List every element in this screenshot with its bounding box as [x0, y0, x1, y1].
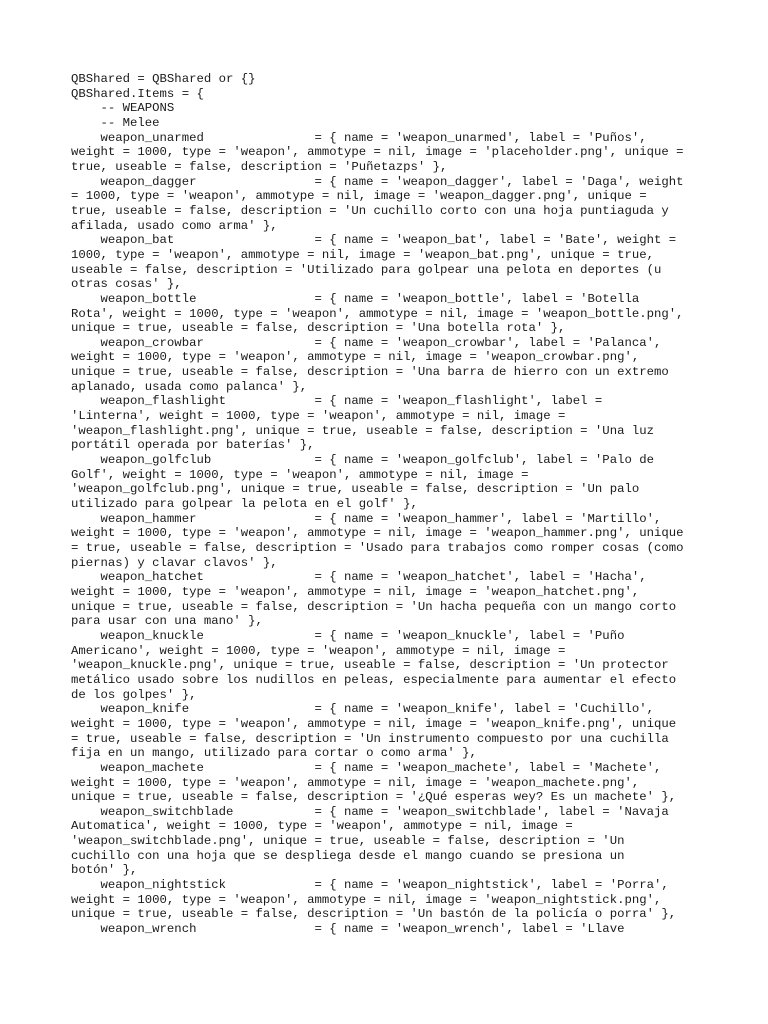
code-line: unique = true, useable = false, description = '¿Qué esperas wey? Es un machete' },: [71, 790, 677, 805]
code-line: weight = 1000, type = 'weapon', ammotype = nil, image = 'weapon_hatchet.png',: [71, 584, 640, 599]
code-line: utilizado para golpear la pelota en el golf' },: [71, 497, 418, 512]
code-line: fija en un mango, utilizado para cortar o como arma' },: [71, 746, 477, 761]
code-listing: [71, 72, 699, 937]
code-line: weapon_knuckle = { name = 'weapon_knuckle', label = 'Puño: [71, 628, 625, 643]
code-line: = true, useable = false, description = 'Un instrumento compuesto por una cuchilla: [71, 731, 669, 746]
code-line: weight = 1000, type = 'weapon', ammotype = nil, image = 'weapon_knife.png', unique: [71, 716, 677, 731]
code-line: otras cosas' },: [71, 277, 182, 292]
code-line: 1000, type = 'weapon', ammotype = nil, image = 'weapon_bat.png', unique = true,: [71, 247, 654, 262]
code-line: 'weapon_flashlight.png', unique = true, useable = false, description = 'Una luz: [71, 423, 654, 438]
code-line: de los golpes' },: [71, 687, 197, 702]
code-line: weapon_bottle = { name = 'weapon_bottle', label = 'Botella: [71, 291, 640, 306]
code-line: true, useable = false, description = 'Un cuchillo corto con una hoja puntiaguda y: [71, 203, 669, 218]
code-line: weapon_hatchet = { name = 'weapon_hatchet', label = 'Hacha',: [71, 570, 647, 585]
code-line: weapon_bat = { name = 'weapon_bat', label = 'Bate', weight =: [71, 233, 677, 248]
code-line: Rota', weight = 1000, type = 'weapon', ammotype = nil, image = 'weapon_bottle.png',: [71, 306, 684, 321]
code-line: useable = false, description = 'Utilizado para golpear una pelota en deportes (u: [71, 262, 662, 277]
code-line: 'weapon_knuckle.png', unique = true, useable = false, description = 'Un protector: [71, 658, 669, 673]
code-line: QBShared.Items = {: [71, 86, 204, 101]
code-line: weapon_crowbar = { name = 'weapon_crowbar', label = 'Palanca',: [71, 335, 662, 350]
code-line: aplanado, usada como palanca' },: [71, 379, 308, 394]
code-line: para usar con una mano' },: [71, 614, 263, 629]
code-line: unique = true, useable = false, description = 'Una botella rota' },: [71, 321, 566, 336]
code-line: -- WEAPONS: [71, 101, 175, 116]
code-line: weapon_hammer = { name = 'weapon_hammer', label = 'Martillo',: [71, 511, 662, 526]
code-line: weapon_flashlight = { name = 'weapon_flashlight', label =: [71, 394, 603, 409]
code-line: 'weapon_switchblade.png', unique = true, useable = false, description = 'Un: [71, 834, 625, 849]
code-line: true, useable = false, description = 'Puñetazps' },: [71, 159, 448, 174]
code-line: weapon_nightstick = { name = 'weapon_nightstick', label = 'Porra',: [71, 878, 669, 893]
code-line: weapon_wrench = { name = 'weapon_wrench', label = 'Llave: [71, 922, 625, 937]
code-line: weapon_golfclub = { name = 'weapon_golfclub', label = 'Palo de: [71, 453, 654, 468]
code-line: unique = true, useable = false, description = 'Un hacha pequeña con un mango corto: [71, 599, 677, 614]
code-line: unique = true, useable = false, description = 'Una barra de hierro con un extremo: [71, 365, 669, 380]
code-line: piernas) y clavar clavos' },: [71, 555, 278, 570]
code-line: weight = 1000, type = 'weapon', ammotype = nil, image = 'placeholder.png', unique =: [71, 145, 684, 160]
code-line: cuchillo con una hoja que se despliega desde el mango cuando se presiona un: [71, 848, 625, 863]
code-line: weapon_dagger = { name = 'weapon_dagger', label = 'Daga', weight: [71, 174, 684, 189]
code-line: Americano', weight = 1000, type = 'weapon', ammotype = nil, image =: [71, 643, 566, 658]
code-line: Golf', weight = 1000, type = 'weapon', ammotype = nil, image =: [71, 467, 529, 482]
code-line: metálico usado sobre los nudillos en peleas, especialmente para aumentar el efecto: [71, 672, 677, 687]
code-line: weight = 1000, type = 'weapon', ammotype = nil, image = 'weapon_machete.png',: [71, 775, 640, 790]
code-line: -- Melee: [71, 115, 160, 130]
code-line: weight = 1000, type = 'weapon', ammotype = nil, image = 'weapon_crowbar.png',: [71, 350, 640, 365]
code-line: weapon_switchblade = { name = 'weapon_switchblade', label = 'Navaja: [71, 804, 669, 819]
code-line: portátil operada por baterías' },: [71, 438, 315, 453]
code-line: 'weapon_golfclub.png', unique = true, useable = false, description = 'Un palo: [71, 482, 640, 497]
code-line: weight = 1000, type = 'weapon', ammotype = nil, image = 'weapon_nightstick.png',: [71, 892, 662, 907]
code-line: weapon_unarmed = { name = 'weapon_unarmed', label = 'Puños',: [71, 130, 647, 145]
document-page: [71, 72, 699, 937]
code-line: weight = 1000, type = 'weapon', ammotype = nil, image = 'weapon_hammer.png', unique: [71, 526, 684, 541]
code-line: Automatica', weight = 1000, type = 'weapon', ammotype = nil, image =: [71, 819, 573, 834]
code-line: QBShared = QBShared or {}: [71, 72, 256, 86]
code-line: weapon_knife = { name = 'weapon_knife', label = 'Cuchillo',: [71, 702, 654, 717]
code-line: 'Linterna', weight = 1000, type = 'weapon', ammotype = nil, image =: [71, 409, 566, 424]
code-line: unique = true, useable = false, description = 'Un bastón de la policía o porra' },: [71, 907, 677, 922]
code-line: = 1000, type = 'weapon', ammotype = nil, image = 'weapon_dagger.png', unique =: [71, 189, 647, 204]
code-line: = true, useable = false, description = 'Usado para trabajos como romper cosas (como: [71, 541, 684, 555]
code-line: afilada, usado como arma' },: [71, 218, 278, 233]
code-line: weapon_machete = { name = 'weapon_machete', label = 'Machete',: [71, 760, 662, 775]
code-line: botón' },: [71, 863, 138, 878]
